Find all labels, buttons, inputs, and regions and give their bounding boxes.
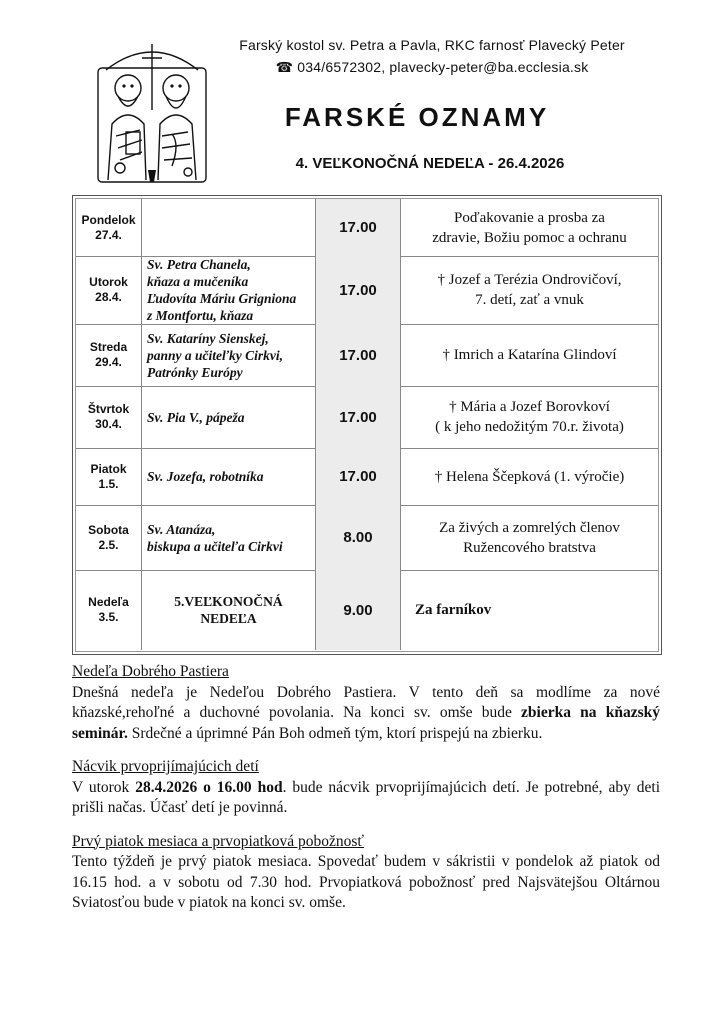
feast-cell — [142, 256, 316, 324]
feast-line: Sv. Atanáza, — [147, 521, 216, 537]
announcement-text — [72, 778, 660, 819]
announcement-text — [72, 683, 660, 745]
day-name: Sobota — [88, 522, 129, 537]
feast-line: Sv. Pia V., pápeža — [147, 409, 245, 425]
feast-cell — [142, 199, 316, 256]
day-date: 2.5. — [98, 537, 119, 552]
intention-line: Za živých a zomrelých členov — [439, 519, 620, 536]
intention-line: † Imrich a Katarína Glindoví — [442, 347, 617, 363]
schedule-row — [76, 448, 658, 506]
day-name: Streda — [89, 340, 128, 354]
announcement-text — [72, 852, 660, 914]
day-name: Štvrtok — [87, 402, 130, 416]
feast-line: panny a učiteľky Cirkvi, — [147, 347, 284, 363]
intention-line: ( k jeho nedožitým 70.r. života) — [435, 419, 624, 435]
feast-cell — [142, 570, 316, 650]
day-cell — [76, 256, 142, 324]
mass-time: 9.00 — [316, 570, 401, 650]
body-text: Dnešná nedeľa je Nedeľou Dobrého Pastiera. V tento deň sa modlíme za nové kňazské,rehoľné a duchovné povolania. Na konci sv. omše bude — [72, 683, 660, 721]
day-name: Nedeľa — [88, 595, 129, 609]
page-subtitle: 4. VEĽKONOČNÁ NEDEĽA - 26.4.2026 — [295, 155, 565, 172]
intention-line: 7. detí, zať a vnuk — [475, 292, 584, 308]
feast-line: NEDEĽA — [200, 611, 257, 626]
day-name: Pondelok — [81, 212, 136, 227]
saints-peter-paul-logo — [96, 40, 208, 184]
day-date: 30.4. — [95, 417, 122, 431]
announcement-heading: Nácvik prvoprijímajúcich detí — [72, 758, 259, 775]
contact-line: ☎ 034/6572302, plavecky-peter@ba.ecclesia.sk — [275, 59, 589, 75]
intention-line: Za farníkov — [415, 602, 492, 618]
day-name: Piatok — [90, 461, 127, 476]
emphasis-text: zbierka na kňazský seminár. — [72, 704, 660, 742]
intention-line: † Mária a Jozef Borovkoví — [449, 399, 610, 415]
feast-cell — [142, 386, 316, 448]
feast-line: Sv. Petra Chanela, — [147, 257, 251, 272]
day-date: 28.4. — [95, 290, 122, 304]
mass-time: 17.00 — [316, 448, 401, 505]
day-cell — [76, 448, 142, 505]
announcements — [72, 662, 660, 927]
schedule-row — [76, 256, 658, 325]
feast-line: Sv. Kataríny Sienskej, — [147, 330, 269, 346]
parish-name: Farský kostol sv. Petra a Pavla, RKC farnosť Plavecký Peter — [239, 37, 625, 53]
schedule-row — [76, 570, 658, 650]
day-cell — [76, 386, 142, 448]
mass-intention — [401, 505, 658, 570]
day-date: 29.4. — [95, 355, 122, 369]
emphasis-text: 28.4.2026 o 16.00 hod — [135, 778, 283, 796]
feast-line: kňaza a mučeníka — [147, 274, 249, 289]
announcement-heading: Nedeľa Dobrého Pastiera — [72, 663, 229, 680]
day-date: 27.4. — [95, 227, 122, 242]
schedule-row — [76, 324, 658, 387]
mass-intention — [401, 256, 658, 324]
feast-line: 5.VEĽKONOČNÁ — [174, 594, 283, 609]
mass-intention — [401, 199, 658, 256]
day-cell — [76, 324, 142, 386]
body-text: . bude nácvik prvoprijímajúcich detí. Je potrebné, aby deti prišli načas. Účasť detí je povinná. — [72, 778, 661, 816]
announcement-heading: Prvý piatok mesiaca a prvopiatková pobožnosť — [72, 832, 365, 850]
day-name: Utorok — [89, 275, 128, 289]
mass-intention — [401, 570, 658, 650]
mass-intention — [401, 324, 658, 386]
mass-time: 17.00 — [316, 324, 401, 386]
day-cell — [76, 505, 142, 570]
intention-line: zdravie, Božiu pomoc a ochranu — [432, 229, 627, 246]
feast-line: biskupa a učiteľa Cirkvi — [147, 538, 283, 554]
feast-line: Sv. Jozefa, robotníka — [147, 469, 264, 484]
feast-line: Ľudovíta Máriu Grigniona — [147, 291, 297, 306]
schedule-row — [76, 505, 658, 571]
body-text: V utorok — [72, 778, 136, 796]
feast-line: z Montfortu, kňaza — [147, 308, 254, 323]
feast-cell — [142, 324, 316, 386]
mass-time: 17.00 — [316, 256, 401, 324]
feast-cell — [142, 505, 316, 570]
mass-intention — [401, 448, 658, 505]
intention-line: Ružencového bratstva — [463, 539, 596, 556]
page-title: FARSKÉ OZNAMY — [284, 102, 550, 132]
mass-intention — [401, 386, 658, 448]
day-date: 3.5. — [98, 610, 119, 624]
intention-line: Poďakovanie a prosba za — [454, 209, 605, 226]
day-cell — [76, 199, 142, 256]
intention-line: † Jozef a Terézia Ondrovičoví, — [437, 272, 622, 288]
intention-line: † Helena Ščepková (1. výročie) — [434, 468, 625, 485]
mass-time: 17.00 — [316, 199, 401, 256]
feast-line: Patrónky Európy — [147, 364, 243, 380]
schedule-row — [76, 199, 658, 257]
body-text: Tento týždeň je prvý piatok mesiaca. Spovedať budem v sákristii v pondelok až piatok od 16.15 hod. a v sobotu od 7.30 hod. Prvopiatková pobožnosť pred Najsvätejšou Oltárnou Sviatosťou bude v piatok na konci sv. omše. — [72, 853, 660, 911]
day-cell — [76, 570, 142, 650]
mass-time: 8.00 — [316, 505, 401, 570]
body-text: Srdečné a úprimné Pán Boh odmeň tým, ktorí prispejú na zbierku. — [127, 724, 543, 742]
schedule-row — [76, 386, 658, 449]
day-date: 1.5. — [98, 476, 119, 491]
mass-time: 17.00 — [316, 386, 401, 448]
mass-schedule-table — [72, 195, 662, 655]
feast-cell — [142, 448, 316, 505]
